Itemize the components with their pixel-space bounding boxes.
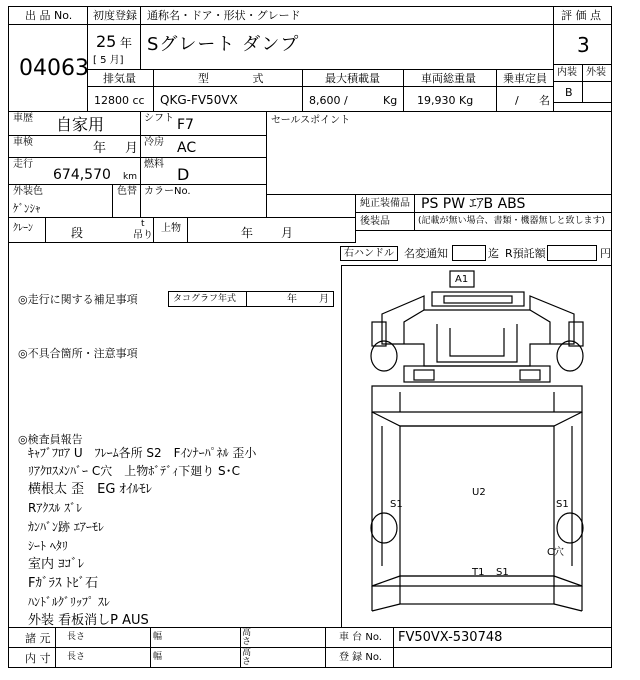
ext-color-label: 外装色	[13, 186, 43, 197]
history-value: 自家用	[56, 115, 105, 134]
equipment-cell	[355, 194, 612, 213]
gross-weight-value-cell	[403, 86, 497, 112]
displacement-label-cell	[87, 69, 154, 87]
mark-s1-bottom: S1	[496, 567, 509, 578]
capacity-value-cell	[496, 86, 554, 112]
mark-t1: T1	[472, 567, 485, 578]
reg-label: 登 録 No.	[339, 652, 382, 663]
sales-points-cell	[266, 111, 612, 195]
displacement-value-cell	[87, 86, 154, 112]
driving-notes-label: ◎走行に関する補足事項	[18, 293, 138, 306]
chassis-value: FV50VX-530748	[398, 630, 503, 645]
tachograph-label: タコグラフ年式	[173, 294, 237, 304]
shift-value: F7	[177, 117, 194, 133]
crane-label: ｸﾚｰﾝ	[13, 223, 33, 234]
footer-length-label-2: 長さ	[67, 652, 86, 662]
exterior-label-cell	[582, 64, 612, 82]
max-load-value: 8,600 /	[309, 94, 348, 107]
chassis-label: 車 台 No.	[339, 632, 382, 643]
sales-points-label: セールスポイント	[271, 115, 351, 126]
capacity-label-cell	[496, 69, 554, 87]
ac-label: 冷房	[144, 137, 164, 148]
capacity-label: 乗車定員	[503, 72, 547, 85]
fuel-label: 燃料	[144, 159, 164, 170]
max-load-value-cell	[302, 86, 404, 112]
model-name-cell	[140, 24, 554, 70]
lot-number-cell	[8, 24, 88, 112]
inspector-line: 室内 ﾖｺﾞﾚ	[28, 557, 85, 572]
gross-weight-value: 19,930 Kg	[417, 94, 474, 107]
crane-row	[8, 217, 356, 243]
rating-value: 3	[577, 33, 590, 57]
aftermarket-cell	[355, 212, 612, 231]
color-no-label: カラーNo.	[144, 186, 191, 197]
crane-stage: 段	[71, 226, 84, 240]
footer-specs-label: 諸 元	[25, 632, 51, 645]
mileage-cell	[8, 157, 141, 185]
first-reg-year: 25	[96, 32, 117, 51]
upper-year: 年	[241, 226, 254, 240]
shift-label: シフト	[144, 113, 174, 124]
cab-roof	[432, 292, 524, 306]
footer-width-label: 幅	[153, 632, 163, 642]
aftermarket-label: 後装品	[360, 216, 390, 227]
tachograph-box	[168, 291, 334, 307]
max-load-label-cell	[302, 69, 404, 87]
model-code-value: QKG-FV50VX	[160, 93, 238, 107]
body-front	[372, 386, 582, 412]
footer-height-label-2: 高さ	[242, 648, 252, 667]
footer-dims-row	[8, 647, 612, 668]
ac-cell	[140, 135, 267, 158]
footer-divider-1	[55, 627, 56, 668]
ext-color-value: ｹﾞﾝｼｬ	[13, 202, 41, 215]
color-change-label: 色替	[117, 186, 137, 197]
gross-weight-label: 車両総重量	[421, 72, 476, 85]
interior-label-cell	[553, 64, 583, 82]
rhd-box[interactable]	[340, 246, 398, 261]
name-label-cell	[140, 6, 554, 25]
shift-cell	[140, 111, 267, 136]
ext-color-cell	[8, 184, 113, 218]
crane-hang: 吊り	[133, 230, 153, 241]
inspector-line: ｼｰﾄ ﾍﾀﾘ	[28, 539, 68, 553]
inspector-line: ｶﾝﾊﾞﾝ跡 ｴｱｰﾓﾚ	[28, 520, 104, 534]
until-label: 迄	[488, 247, 499, 260]
footer-length-label: 長さ	[67, 632, 86, 642]
name-change-label: 名変通知	[404, 247, 448, 260]
mark-u2: U2	[472, 487, 486, 498]
interior-grade-cell	[553, 81, 583, 103]
cargo-bed	[400, 426, 554, 576]
equipment-label: 純正装備品	[360, 198, 410, 209]
model-name: Sグレート ダンプ	[147, 34, 300, 55]
equipment-value: PS PW ｴｱB ABS	[421, 196, 526, 212]
first-reg-month: [ 5 月]	[93, 55, 124, 66]
interior-label: 内装	[557, 67, 577, 78]
r-deposit-box[interactable]	[547, 245, 597, 261]
year-cell	[87, 24, 141, 70]
inspector-line: ﾘｱｸﾛｽﾒﾝﾊﾞｰ C穴 上物ﾎﾞﾃﾞｨ下廻り S･C	[28, 464, 241, 478]
mark-a1: A1	[455, 274, 469, 285]
rhd-label: 右ハンドル	[344, 248, 394, 259]
aftermarket-note: (記載が無い場合、書類・機器無しと致します)	[418, 216, 606, 226]
inspector-line: Fｶﾞﾗｽ ﾄﾋﾞ石	[28, 576, 99, 591]
inspector-line: Rｱｸｽﾙ ｽﾞﾚ	[28, 501, 83, 515]
color-no-cell	[140, 184, 267, 218]
color-change-cell	[112, 184, 141, 218]
rating-cell	[553, 24, 612, 65]
mileage-unit: km	[123, 172, 137, 182]
crane-divider-2	[153, 217, 154, 243]
footer-divider-4	[325, 627, 326, 668]
inspection-year: 年	[93, 141, 107, 156]
inspector-line: ﾊﾝﾄﾞﾙｸﾞﾘｯﾌﾟ ｽﾚ	[28, 595, 110, 609]
r-deposit-label: R預託額	[505, 247, 546, 260]
defects-label: ◎不具合箇所・注意事項	[18, 347, 138, 360]
inspection-month: 月	[125, 141, 139, 156]
footer-divider-3	[240, 627, 241, 668]
rating-label-cell	[553, 6, 612, 25]
tailgate	[400, 576, 554, 604]
exterior-grade-cell	[582, 81, 612, 103]
footer-width-label-2: 幅	[153, 652, 163, 662]
lot-label-cell	[8, 6, 88, 25]
history-cell	[8, 111, 141, 136]
capacity-value: /	[515, 94, 519, 107]
footer-dims-label: 内 寸	[25, 652, 51, 665]
name-change-box[interactable]	[452, 245, 486, 261]
fuel-cell	[140, 157, 267, 185]
max-load-label: 最大積載量	[325, 72, 380, 85]
displacement-label: 排気量	[103, 72, 136, 85]
footer-divider-5	[393, 627, 394, 668]
max-load-unit: Kg	[383, 94, 398, 107]
ac-value: AC	[177, 140, 197, 156]
tachograph-year: 年	[287, 294, 297, 305]
footer-specs-row	[8, 627, 612, 648]
inspector-line: 横根太 歪 EG ｵｲﾙﾓﾚ	[28, 482, 153, 497]
crane-divider-3	[187, 217, 188, 243]
displacement-value: 12800 cc	[94, 94, 145, 107]
interior-grade: B	[565, 86, 573, 99]
mark-s1-left: S1	[390, 499, 403, 510]
inspector-line: 外装 看板消しP AUS	[28, 613, 149, 628]
tachograph-month: 月	[319, 294, 329, 305]
inspection-label: 車検	[13, 137, 33, 148]
rear-right-wheel	[557, 513, 583, 543]
capacity-unit: 名	[539, 94, 550, 107]
name-label: 通称名・ドア・形状・グレード	[147, 9, 301, 22]
gross-weight-label-cell	[403, 69, 497, 87]
history-label: 車歴	[13, 113, 33, 124]
mark-s1-right: S1	[556, 499, 569, 510]
tachograph-divider	[246, 291, 247, 307]
lot-label: 出 品 No.	[25, 9, 73, 22]
mark-c-hole: C穴	[547, 547, 564, 558]
first-reg-label-cell	[87, 6, 141, 25]
inspector-label: ◎検査員報告	[18, 433, 83, 446]
inspector-line: ｷｬﾌﾞﾌﾛｱ U ﾌﾚｰﾑ各所 S2 Fｲﾝﾅｰﾊﾟﾈﾙ 歪小	[28, 446, 257, 460]
model-code-label-cell	[153, 69, 303, 87]
footer-height-label: 高さ	[242, 628, 252, 647]
mileage-label: 走行	[13, 159, 33, 170]
model-code-label: 型 式	[198, 72, 264, 85]
mileage-value: 674,570	[53, 167, 111, 183]
damage-diagram	[341, 265, 612, 628]
lot-number: 04063	[19, 56, 89, 81]
rating-label: 評 価 点	[561, 9, 601, 22]
fuel-value: D	[177, 165, 190, 184]
rear-left-wheel	[371, 513, 397, 543]
model-code-value-cell	[153, 86, 303, 112]
yen-label: 円	[600, 247, 611, 260]
exterior-label: 外装	[586, 67, 606, 78]
footer-divider-2	[150, 627, 151, 668]
crane-divider-1	[45, 217, 46, 243]
first-reg-year-unit: 年	[120, 36, 133, 50]
upper-label: 上物	[161, 223, 181, 234]
crane-t: t	[141, 219, 145, 229]
inspection-cell	[8, 135, 141, 158]
first-reg-label: 初度登録	[93, 9, 137, 22]
upper-month: 月	[281, 226, 294, 240]
